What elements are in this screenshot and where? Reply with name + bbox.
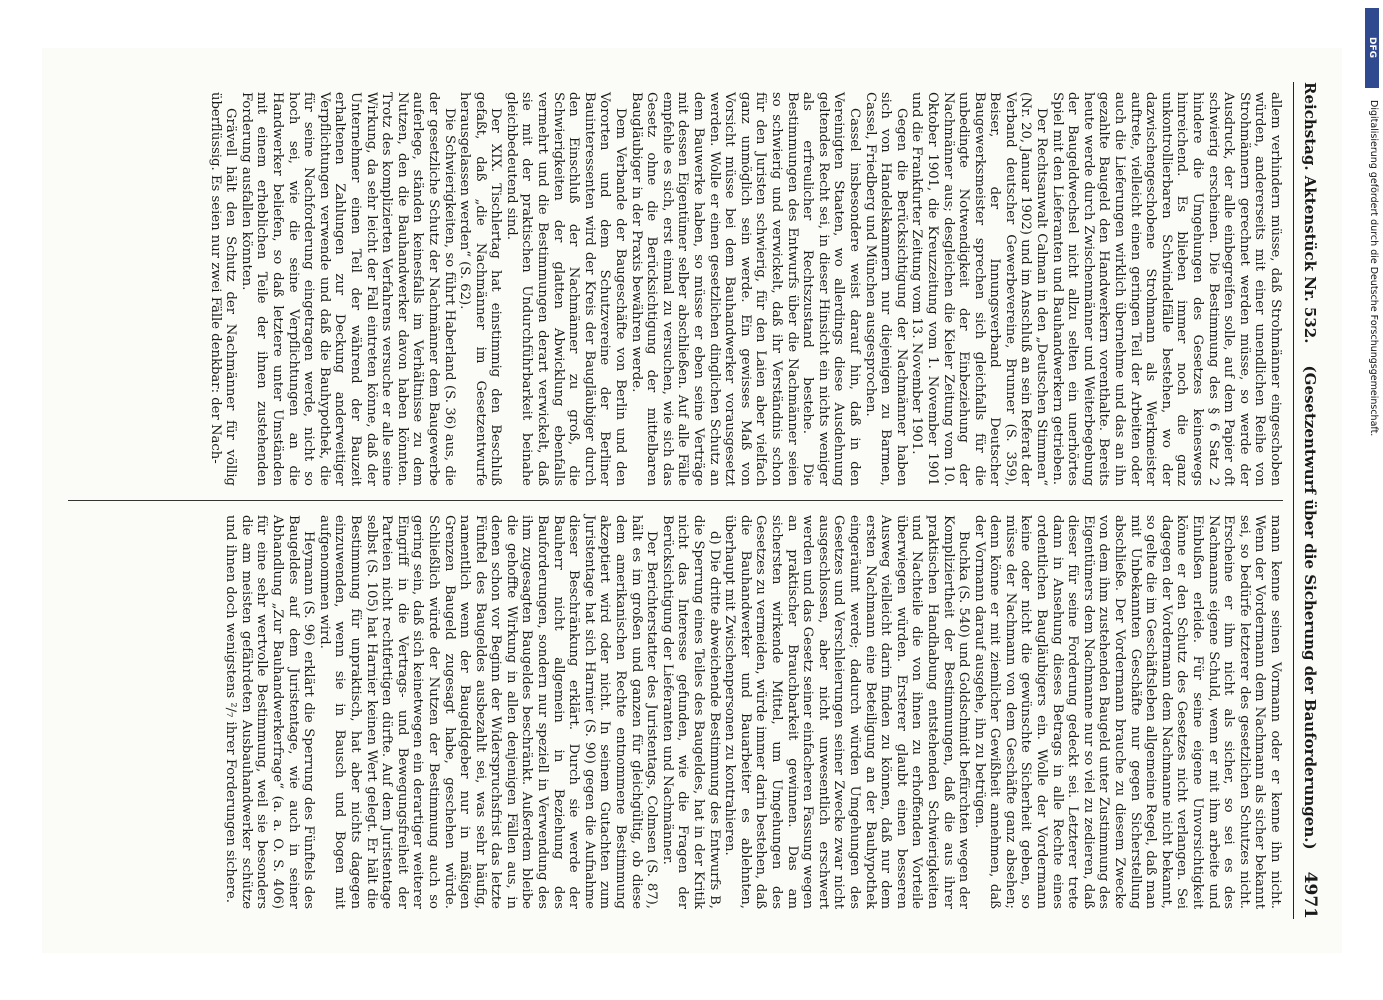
header-title: (Gesetzentwurf über die Sicherung der Bauforderungen.) [1301,365,1319,850]
paragraph: mann kenne seinen Vormann oder er kenne ihn nicht. Wenn der Vordermann dem Nachmann als sicher bekannt sei, so bedürfe letzterer des gesetzlichen Schutzes nicht. Erscheine er ihm nicht als sicher, so sei es des Nachmanns eigene Schuld, wenn er mit ihm arbeite und Einbußen erleide. Für seine eigene Unvorsichtigkeit könne er den Schutz des Gesetzes nicht verlangen. Sei dagegen der Vordermann dem Nachmanne nicht bekannt, so gelte die im Geschäftsleben allgemeine Regel, daß man mit Unbekannten Geschäfte nur gegen Sicherstellung abschließe. Der Vordermann brauche zu diesem Zwecke von dem ihm zustehenden Baugeld unter Zustimmung des Eigentümers dem Nachmanne nur so viel zu zedieren, daß dieser für seine Forderung gedeckt sei. Letzterer trete dann in Ansehung dieses Betrags in alle Rechte eines ordentlichen Baugläubigers ein. Wolle der Vordermann keine oder nicht die gewünschte Sicherheit geben, so müsse der Nachmann von dem Geschäfte ganz absehen; denn könne er mit ziemlicher Gewißheit annehmen, daß der Vormann darauf ausgehe, ihn zu betrügen. [971,515,1283,909]
header-left: Reichstag. Aktenstück Nr. 532. [1301,82,1319,344]
scanned-page [42,48,1342,953]
paragraph: Gegen die Berücksichtigung der Nachmänner haben sich von Handelskammern nur diejenigen zu Barmen, Cassel, Friedberg und München ausgesprochen. [862,92,909,486]
paragraph: Die Schwierigkeiten, so führt Haberland (S. 36) aus, die der gesetzliche Schutz der Nachmänner dem Baugewerbe auferlege, ständen keinesfalls im Verhältnisse zu dem Nutzen, den die Bauhandwerker davon haben könnten. Trotz des komplizierten Verfahrens versuche er alle seine Wirkung, da sehr leicht der Fall eintreten könne, daß der Unternehmer einen Teil der während der Bauzeit erhaltenen Zahlungen zur Deckung anderweitiger Verpflichtungen verwende und daß die Bauhypothek, die für seine Nachforderung eingetragen werde, nicht so hoch sei, wie die seine Verpflichtungen an die Handwerker beliefen, so daß letztere unter Umständen mit einem erheblichen Teile der ihnen zustehenden Forderung ausfallen könnten. [238,92,457,486]
paragraph: Dem Verbande der Baugeschäfte von Berlin und den Vororten und dem Schutzvereine der Berliner Bauinteressenten wird der Kreis der Baugläubiger durch den Einschluß der Nachmänner zu groß, die Schwierigkeiten der glatten Abwicklung ebenfalls vermehrt und die Bestimmungen derart verwickelt, daß sie mit der praktischen Undurchführbarkeit beinahe gleichbedeutend sind. [503,92,629,486]
paragraph: Grävell hält den Schutz der Nachmänner für völlig überflüssig. Es seien nur zwei Fälle denkbar: der Nach- [207,92,239,486]
text-columns [68,82,1283,919]
right-column [68,505,1283,919]
paragraph: allem verhindern müsse, daß Strohmänner eingeschoben würden, andererseits mit einer unendlichen Reihe von Strohmännern gerechnet werden müsse, so werde der Ausdruck, der alle einbegreifen solle, auf dem Papier oft schwierig erscheinen. Die Bestimmung des § 6 Satz 2 hindere die Umgehungen des Gesetzes keineswegs hinreichend. Es blieben immer noch die ganz unkontrollierbaren Schwindelfälle bestehen, wo der dazwischengeschobene Strohmann als Werkmeister auftrete, vielleicht einen geringen Teil der Arbeiten oder auch die Lieferungen wirklich übernehme und das an ihn gezahlte Baugeld den Handwerkern vorenthalte. Bereits heute werde durch Zwischenmänner und Weiterbegebung der Baugeldwechsel nicht allzu selten ein unerhörtes Spiel mit den Lieferanten und Bauhandwerkern getrieben. [1049,92,1283,486]
paragraph: Der XIX. Tischlertag hat einstimmig den Beschluß gefaßt, daß „die Nachmänner im Gesetzentwurfe herausgelassen werden“ (S. 62). [457,92,504,486]
paragraph: Der Rechtsanwalt Calman in den „Deutschen Stimmen“ (Nr. 20, Januar 1902) und im Anschluß an sein Referat der Verband deutscher Gewerbevereine, Brunner (S. 359), Beiser, der Innungsverband Deutscher Baugewerksmeister sprechen sich gleichfalls für die unbedingte Notwendigkeit der Einbeziehung der Nachmänner aus; desgleichen die Kieler Zeitung vom 10. Oktober 1901, die Kreuzzeitung vom 1. November 1901 und die Frankfurter Zeitung vom 13. November 1901. [909,92,1050,486]
page-number: 4971 [1300,871,1320,919]
paragraph: Buchka (S. 540) und Goldschmidt befürchten wegen der Kompliziertheit der Bestimmungen, daß die aus ihrer praktischen Handhabung entstehenden Schwierigkeiten und Nachteile die von ihnen zu erhoffenden Vorteile überwiegen würden. Ersterer glaubt einen besseren Ausweg vielleicht darin finden zu können, daß nur dem ersten Nachmann eine Beteiligung an der Bauhypothek eingeräumt werde; dadurch würden Umgehungen des Gesetzes und Verschleierungen seiner Zwecke zwar nicht ausgeschlossen, aber nicht unwesentlich erschwert werden und das Gesetz seiner einfacheren Fassung wegen an praktischer Brauchbarkeit gewinnen. Das am sichersten wirkende Mittel, um Umgehungen des Gesetzes zu vermeiden, würde immer darin bestehen, daß die Bauhandwerker und Bauarbeiter es ablehnten, überhaupt mit Zwischenpersonen zu kontrahieren. [722,515,972,909]
paragraph: d) Die dritte abweichende Bestimmung des Entwurfs B, die Sperrung eines Teiles des Baugeldes, hat in der Kritik nicht das Interesse gefunden, wie die Fragen der Berücksichtigung der Lieferanten und Nachmänner. [659,515,722,909]
left-column [68,82,1283,496]
page-header [1293,82,1320,919]
dfg-logo: DFG [1365,8,1379,88]
paragraph: Cassel insbesondere weist darauf hin, daß in den Vereinigten Staaten, wo allerdings diese Ausdehnung geltendes Recht sei, in dieser Hinsicht ein nichts weniger als erfreulicher Rechtszustand bestehe. Die Bestimmungen des Entwurfs über die Nachmänner seien so schwierig und verwickelt, daß ihr Verständnis schon für den Juristen schwierig, für den Laien aber vielfach ganz unmöglich sein werde. Ein gewisses Maß von Vorsicht müsse bei dem Bauhandwerker vorausgesetzt werden. Wolle er einen gesetzlichen dinglichen Schutz an dem Bauwerke haben, so müsse er eben seine Verträge mit dessen Eigentümer selber abschließen. Auf alle Fälle empfehle es sich, erst einmal zu versuchen, wie sich das Gesetz ohne die Berücksichtigung der mittelbaren Baugläubiger in der Praxis bewähren werde. [628,92,862,486]
paragraph: Der Berichterstatter des Juristentags, Colmsen (S. 87), hält es im großen und ganzen für gleichgültig, ob diese dem amerikanischen Rechte entnommene Bestimmung akzeptiert wird oder nicht. In seinem Gutachten zum Juristentage hat sich Harnier (S. 90) gegen die Aufnahme dieser Beschränkung erklärt. Durch sie werde der Bauherr nicht allgemein in Beziehung des Bauforderungen, sondern nur speziell in Verwendung des ihm zugesagten Baugeldes beschränkt. Außerdem bleibe die gehoffte Wirkung in allen denjenigen Fällen aus, in denen schon vor Beginn der Widerspruchsfrist das letzte Fünftel des Baugeldes ausbezahlt sei, was sehr häufig, namentlich wenn der Baugeldgeber nur in mäßigen Grenzen Baugeld zugesagt habe, geschehen würde. Schließlich würde der Nutzen der Bestimmung auch so gering sein, daß sich keinetwegen ein derartiger weiterer Eingriff in die Vertrags- und Bewegungsfreiheit der Parteien nicht rechtfertigen dürfte. Auf dem Juristentage selbst (S. 105) hat Harnier keinen Wert gelegt. Er hält die Bestimmung für unpraktisch, hat aber nichts dagegen einzuwenden, wenn sie in Bausch und Bogen mit aufgenommen wird. [316,515,660,909]
paragraph: Heymann (S. 96) erklärt die Sperrung des Fünftels des Baugeldes auf dem Juristentage, wie auch in seiner Abhandlung „Zur Bauhandwerkerfrage“ (a. a. O. S. 406) für eine sehr wertvolle Bestimmung, weil sie besonders die am meisten gefährdeten Ausbauhandwerker schütze und ihnen doch wenigstens ²/₇ ihrer Forderungen sichere. [223,515,317,909]
digitization-credit: Digitalisierung gefördert durch die Deutsche Forschungsgemeinschaft. [1368,100,1379,437]
column-divider [68,500,1283,501]
rotated-sheet [42,48,1342,953]
